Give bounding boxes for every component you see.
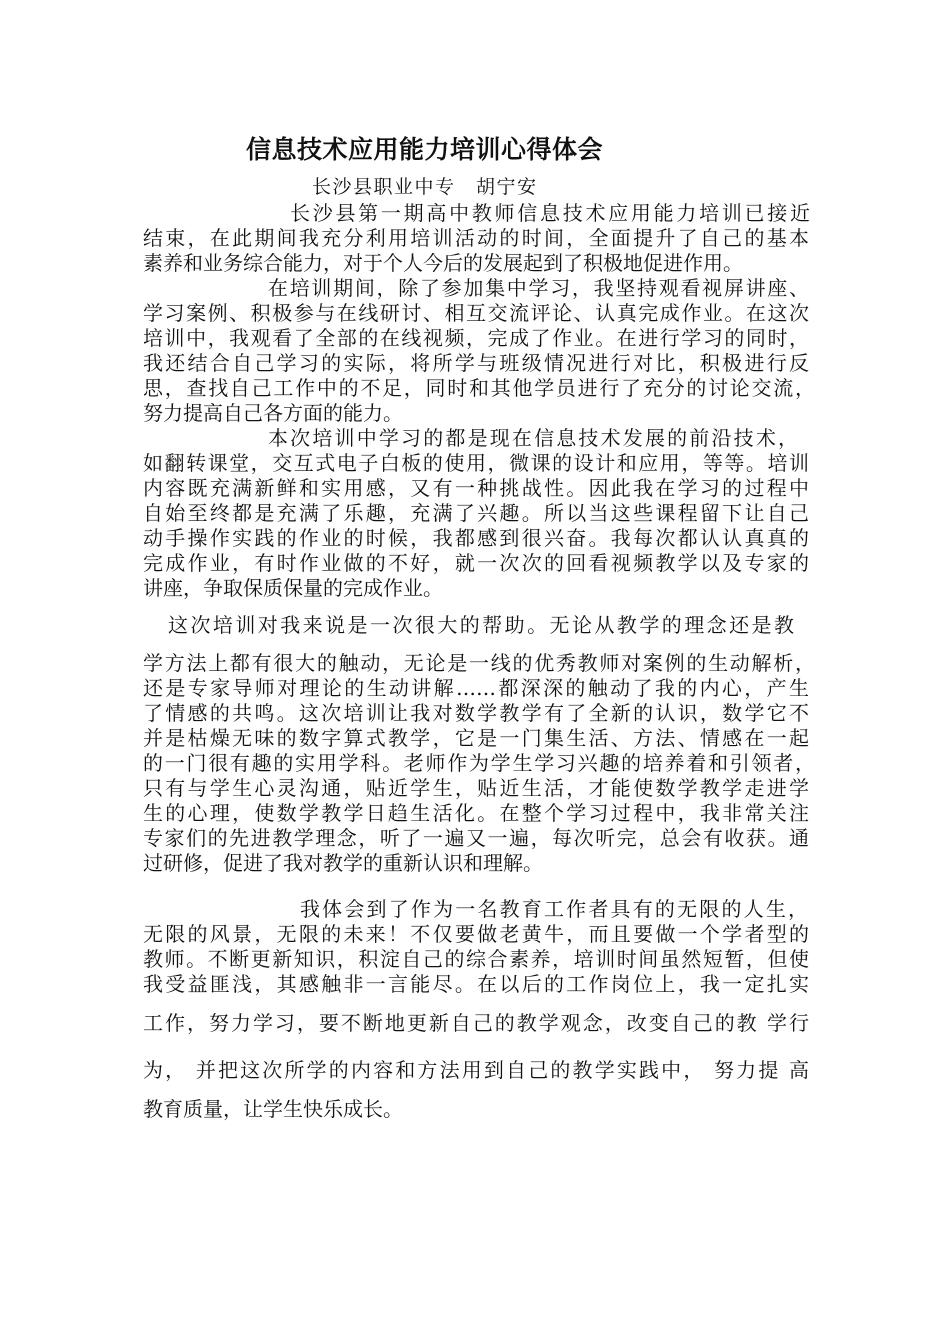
author-line: 长沙县职业中专 胡宁安 [312, 176, 538, 198]
text-line: 并是枯燥无味的数字算式教学，它是一门集生活、方法、情感在一起 [143, 726, 809, 750]
text-line: 过研修，促进了我对教学的重新认识和理解。 [143, 851, 543, 875]
text-line: 素养和业务综合能力，对于个人今后的发展起到了积极地促进作用。 [143, 251, 743, 275]
text-line: 完成作业，有时作业做的不好，就一次次的回看视频教学以及专家的 [143, 551, 809, 575]
text-line: 教育质量，让学生快乐成长。 [143, 1097, 403, 1121]
text-line: 这次培训对我来说是一次很大的帮助。无论从教学的理念还是教 [168, 613, 794, 637]
text-line: 本次培训中学习的都是现在信息技术发展的前沿技术， [268, 426, 798, 450]
text-line: 动手操作实践的作业的时候，我都感到很兴奋。我每次都认认真真的 [143, 526, 809, 550]
text-line: 无限的风景，无限的未来！不仅要做老黄牛，而且要做一个学者型的 [143, 922, 809, 946]
text-line: 工作，努力学习，要不断地更新自己的教学观念，改变自己的教 学行 [143, 1011, 809, 1035]
text-line: 思，查找自己工作中的不足，同时和其他学员进行了充分的讨论交流， [143, 376, 815, 400]
text-line: 长沙县第一期高中教师信息技术应用能力培训已接近 [290, 201, 810, 225]
text-line: 只有与学生心灵沟通，贴近学生，贴近生活，才能使数学教学走进学 [143, 776, 809, 800]
text-line: 学方法上都有很大的触动，无论是一线的优秀教师对案例的生动解析， [143, 651, 815, 675]
text-line: 了情感的共鸣。这次培训让我对数学教学有了全新的认识，数学它不 [143, 701, 809, 725]
document-title: 信息技术应用能力培训心得体会 [246, 135, 604, 164]
text-line: 内容既充满新鲜和实用感，又有一种挑战性。因此我在学习的过程中 [143, 476, 809, 500]
text-line: 为， 并把这次所学的内容和方法用到自己的教学实践中， 努力提 高 [143, 1058, 809, 1082]
text-line: 学习案例、积极参与在线研讨、相互交流评论、认真完成作业。在这次 [143, 301, 809, 325]
text-line: 努力提高自己各方面的能力。 [143, 401, 403, 425]
text-line: 的一门很有趣的实用学科。老师作为学生学习兴趣的培养着和引领者， [143, 751, 815, 775]
text-line: 讲座，争取保质保量的完成作业。 [143, 576, 443, 600]
text-line: 在培训期间，除了参加集中学习，我坚持观看视屏讲座、 [268, 276, 809, 300]
text-line: 生的心理，使数学教学日趋生活化。在整个学习过程中，我非常关注 [143, 801, 809, 825]
text-line: 我体会到了作为一名教育工作者具有的无限的人生， [300, 897, 808, 921]
text-line: 专家们的先进教学理念，听了一遍又一遍，每次听完，总会有收获。通 [143, 826, 809, 850]
text-line: 我受益匪浅，其感触非一言能尽。在以后的工作岗位上，我一定扎实 [143, 972, 809, 996]
text-line: 如翻转课堂，交互式电子白板的使用，微课的设计和应用，等等。培训 [143, 451, 809, 475]
text-line: 还是专家导师对理论的生动讲解……都深深的触动了我的内心，产生 [143, 676, 809, 700]
text-line: 结束，在此期间我充分利用培训活动的时间，全面提升了自己的基本 [143, 226, 809, 250]
text-line: 自始至终都是充满了乐趣，充满了兴趣。所以当这些课程留下让自己 [143, 501, 809, 525]
text-line: 培训中，我观看了全部的在线视频，完成了作业。在进行学习的同时， [143, 326, 809, 350]
text-line: 我还结合自己学习的实际，将所学与班级情况进行对比，积极进行反 [143, 351, 809, 375]
text-line: 教师。不断更新知识，积淀自己的综合素养，培训时间虽然短暂，但使 [143, 947, 809, 971]
